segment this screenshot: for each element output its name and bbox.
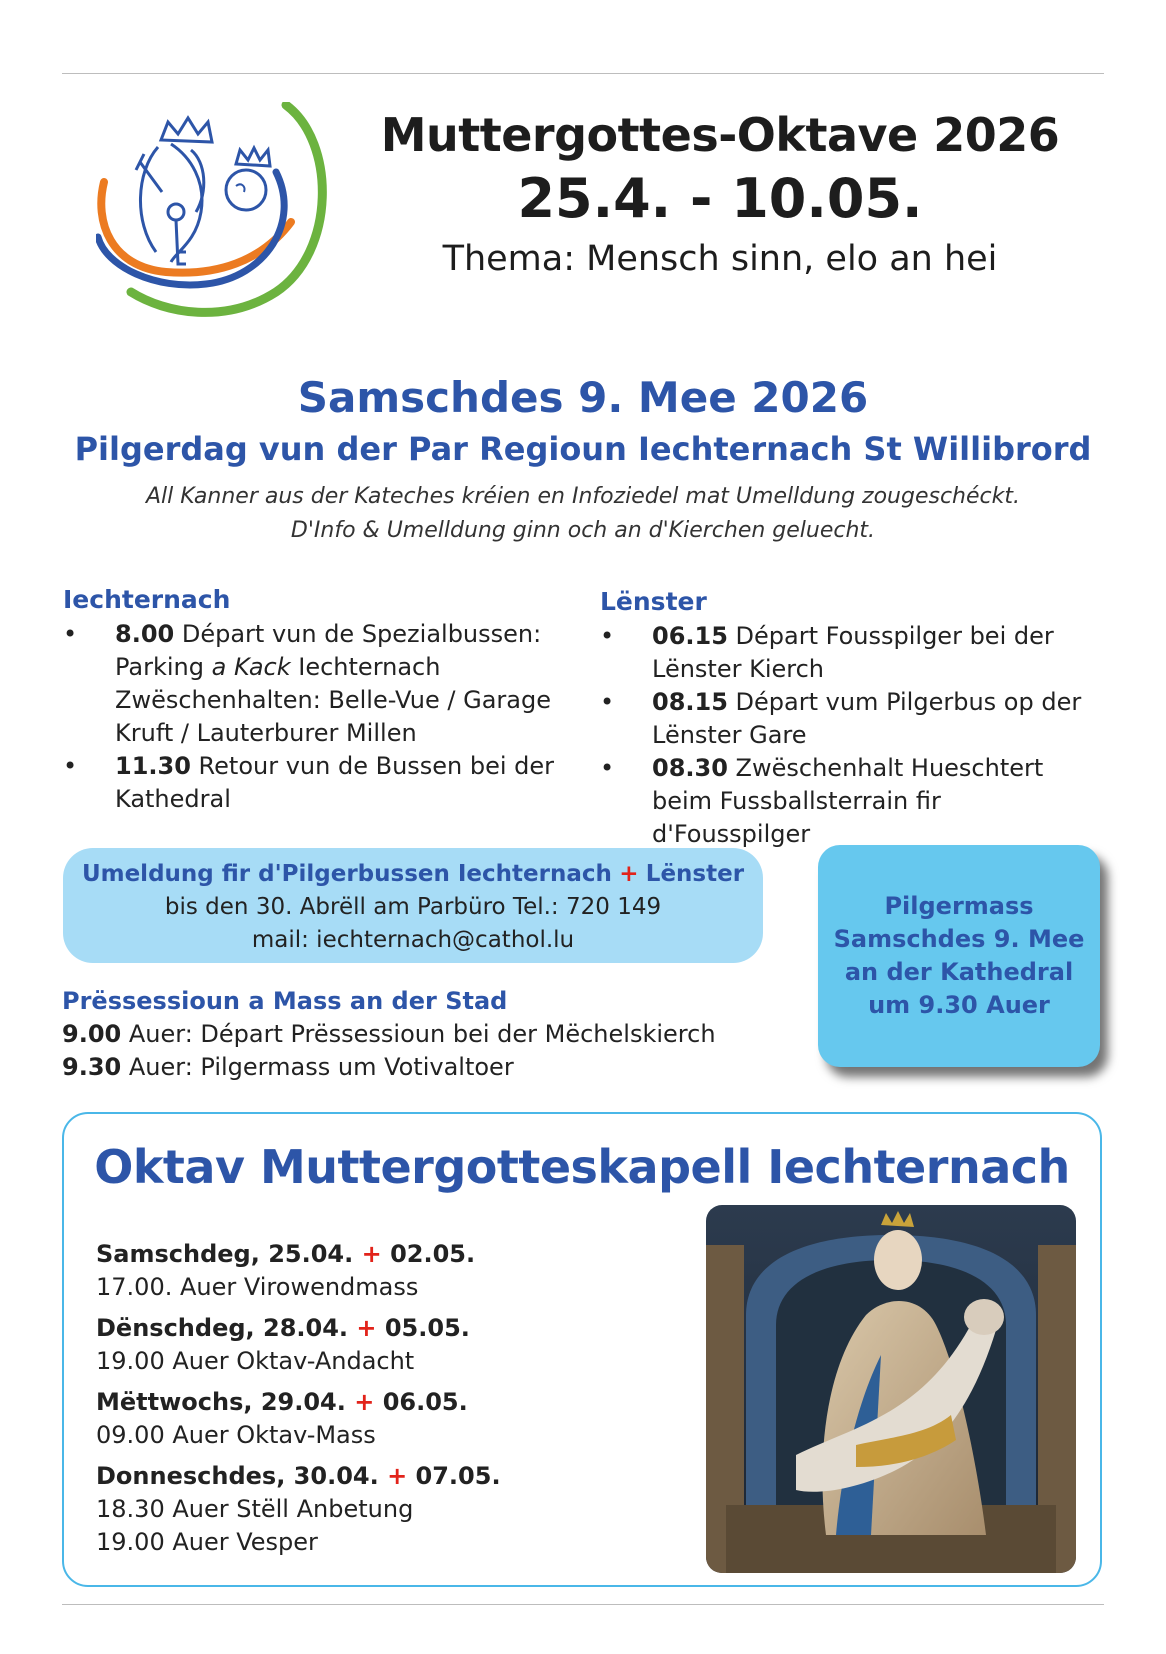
pilgermass-line: Samschdes 9. Mee — [833, 925, 1085, 953]
pieta-statue — [706, 1205, 1076, 1573]
saturday-subtitle: Pilgerdag vun der Par Regioun Iechternach St Willibrord — [74, 430, 1092, 468]
schedule-day-b: 06.05. — [382, 1388, 468, 1416]
bullet-icon: • — [600, 688, 615, 716]
procession-time: 9.00 — [62, 1020, 122, 1048]
list-item-time: 08.30 — [652, 754, 728, 782]
procession-time: 9.30 — [62, 1053, 122, 1081]
pilgermass-box — [818, 845, 1100, 1067]
schedule-day-b: 02.05. — [390, 1240, 476, 1268]
plus-sign: + — [619, 861, 639, 887]
plus-sign: + — [354, 1388, 375, 1416]
list-item-text: Iechternach Zwëschenhalten: Belle-Vue / Garage Kruft / Lauterburer Millen — [115, 653, 551, 747]
list-item — [600, 686, 1100, 752]
list-item — [63, 750, 563, 816]
pilgermass-line: Pilgermass — [884, 892, 1034, 920]
saturday-note — [0, 480, 1166, 548]
schedule-entry — [96, 1238, 656, 1304]
saturday-date-heading: Samschdes 9. Mee 2026 — [297, 373, 869, 422]
bullet-icon: • — [600, 754, 615, 782]
list-item — [600, 620, 1100, 686]
lenster-heading: Lënster — [600, 587, 707, 616]
list-item-text: Zwëschenhalt Hueschtert beim Fussballsterrain fir d'Fousspilger — [652, 754, 1044, 848]
schedule-day-a: Mëttwochs, 29.04. — [96, 1388, 346, 1416]
list-item-time: 8.00 — [115, 620, 175, 648]
schedule-entry — [96, 1386, 656, 1452]
schedule-day — [96, 1238, 656, 1271]
schedule-line: 17.00. Auer Virowendmass — [96, 1273, 419, 1301]
lenster-list — [600, 620, 1100, 851]
procession-section — [62, 985, 782, 1084]
list-item-emphasis: a Kack — [211, 653, 291, 681]
lenster-column — [600, 586, 1100, 851]
schedule-day — [96, 1460, 656, 1493]
list-item-text: Départ vum Pilgerbus op der Lënster Gare — [652, 688, 1082, 749]
registration-deadline: bis den 30. Abrëll am Parbüro Tel.: 720 149 — [164, 894, 662, 920]
top-rule — [62, 73, 1104, 74]
list-item — [63, 618, 563, 750]
schedule-day-b: 07.05. — [415, 1462, 501, 1490]
list-item-text: Retour vun de Bussen bei der Kathedral — [115, 752, 555, 813]
list-item-time: 08.15 — [652, 688, 728, 716]
procession-item — [62, 1051, 782, 1084]
list-item-time: 06.15 — [652, 622, 728, 650]
procession-item — [62, 1018, 782, 1051]
schedule-day-b: 05.05. — [384, 1314, 470, 1342]
schedule-day — [96, 1312, 656, 1345]
plus-sign: + — [387, 1462, 408, 1490]
pilgermass-line: an der Kathedral — [844, 958, 1074, 986]
theme-text: Thema: Mensch sinn, elo an hei — [442, 239, 998, 279]
registration-title-b: Lënster — [645, 861, 745, 887]
schedule-entry — [96, 1460, 656, 1559]
saturday-note-line-1: All Kanner aus der Kateches kréien en Infoziedel mat Umelldung zougeschéckt. — [146, 484, 1020, 509]
saturday-note-line-2: D'Info & Umelldung ginn och an d'Kierchen geluecht. — [290, 518, 876, 543]
schedule-line: 19.00 Auer Oktav-Andacht — [96, 1347, 415, 1375]
schedule-day-a: Dënschdeg, 28.04. — [96, 1314, 349, 1342]
procession-text: Auer: Départ Prëssessioun bei der Mëchelskierch — [121, 1020, 716, 1048]
iechternach-heading: Iechternach — [63, 585, 231, 614]
registration-title — [63, 858, 763, 891]
registration-title-a: Umeldung fir d'Pilgerbussen Iechternach — [81, 861, 612, 887]
registration-box — [63, 848, 763, 963]
bullet-icon: • — [63, 752, 78, 780]
schedule-line: 18.30 Auer Stëll Anbetung — [96, 1495, 414, 1523]
plus-sign: + — [361, 1240, 382, 1268]
madonna-child-logo-icon — [96, 102, 341, 332]
iechternach-list — [63, 618, 563, 816]
oktave-dates: 25.4. - 10.05. — [517, 167, 923, 230]
list-item-time: 11.30 — [115, 752, 191, 780]
schedule-day — [96, 1386, 656, 1419]
schedule-line: 19.00 Auer Vesper — [96, 1528, 318, 1556]
pilgermass-line: um 9.30 Auer — [868, 991, 1050, 1019]
procession-title: Prëssessioun a Mass an der Stad — [62, 987, 508, 1015]
procession-text: Auer: Pilgermass um Votivaltoer — [121, 1053, 514, 1081]
header — [370, 105, 1070, 283]
bottom-rule — [62, 1604, 1104, 1605]
oktav-title: Oktav Muttergotteskapell Iechternach — [94, 1140, 1070, 1194]
schedule-entry — [96, 1312, 656, 1378]
schedule-day-a: Donneschdes, 30.04. — [96, 1462, 379, 1490]
bullet-icon: • — [600, 622, 615, 650]
list-item — [600, 752, 1100, 851]
bullet-icon: • — [63, 620, 78, 648]
oktav-schedule — [96, 1238, 656, 1567]
iechternach-column — [63, 584, 563, 816]
schedule-line: 09.00 Auer Oktav-Mass — [96, 1421, 376, 1449]
page-title: Muttergottes-Oktave 2026 — [380, 108, 1060, 162]
list-item-text: Départ Fousspilger bei der Lënster Kierch — [652, 622, 1054, 683]
list-item-text: Départ vun de Spezialbussen: Parking — [115, 620, 542, 681]
plus-sign: + — [356, 1314, 377, 1342]
schedule-day-a: Samschdeg, 25.04. — [96, 1240, 354, 1268]
registration-email[interactable]: mail: iechternach@cathol.lu — [251, 927, 575, 953]
